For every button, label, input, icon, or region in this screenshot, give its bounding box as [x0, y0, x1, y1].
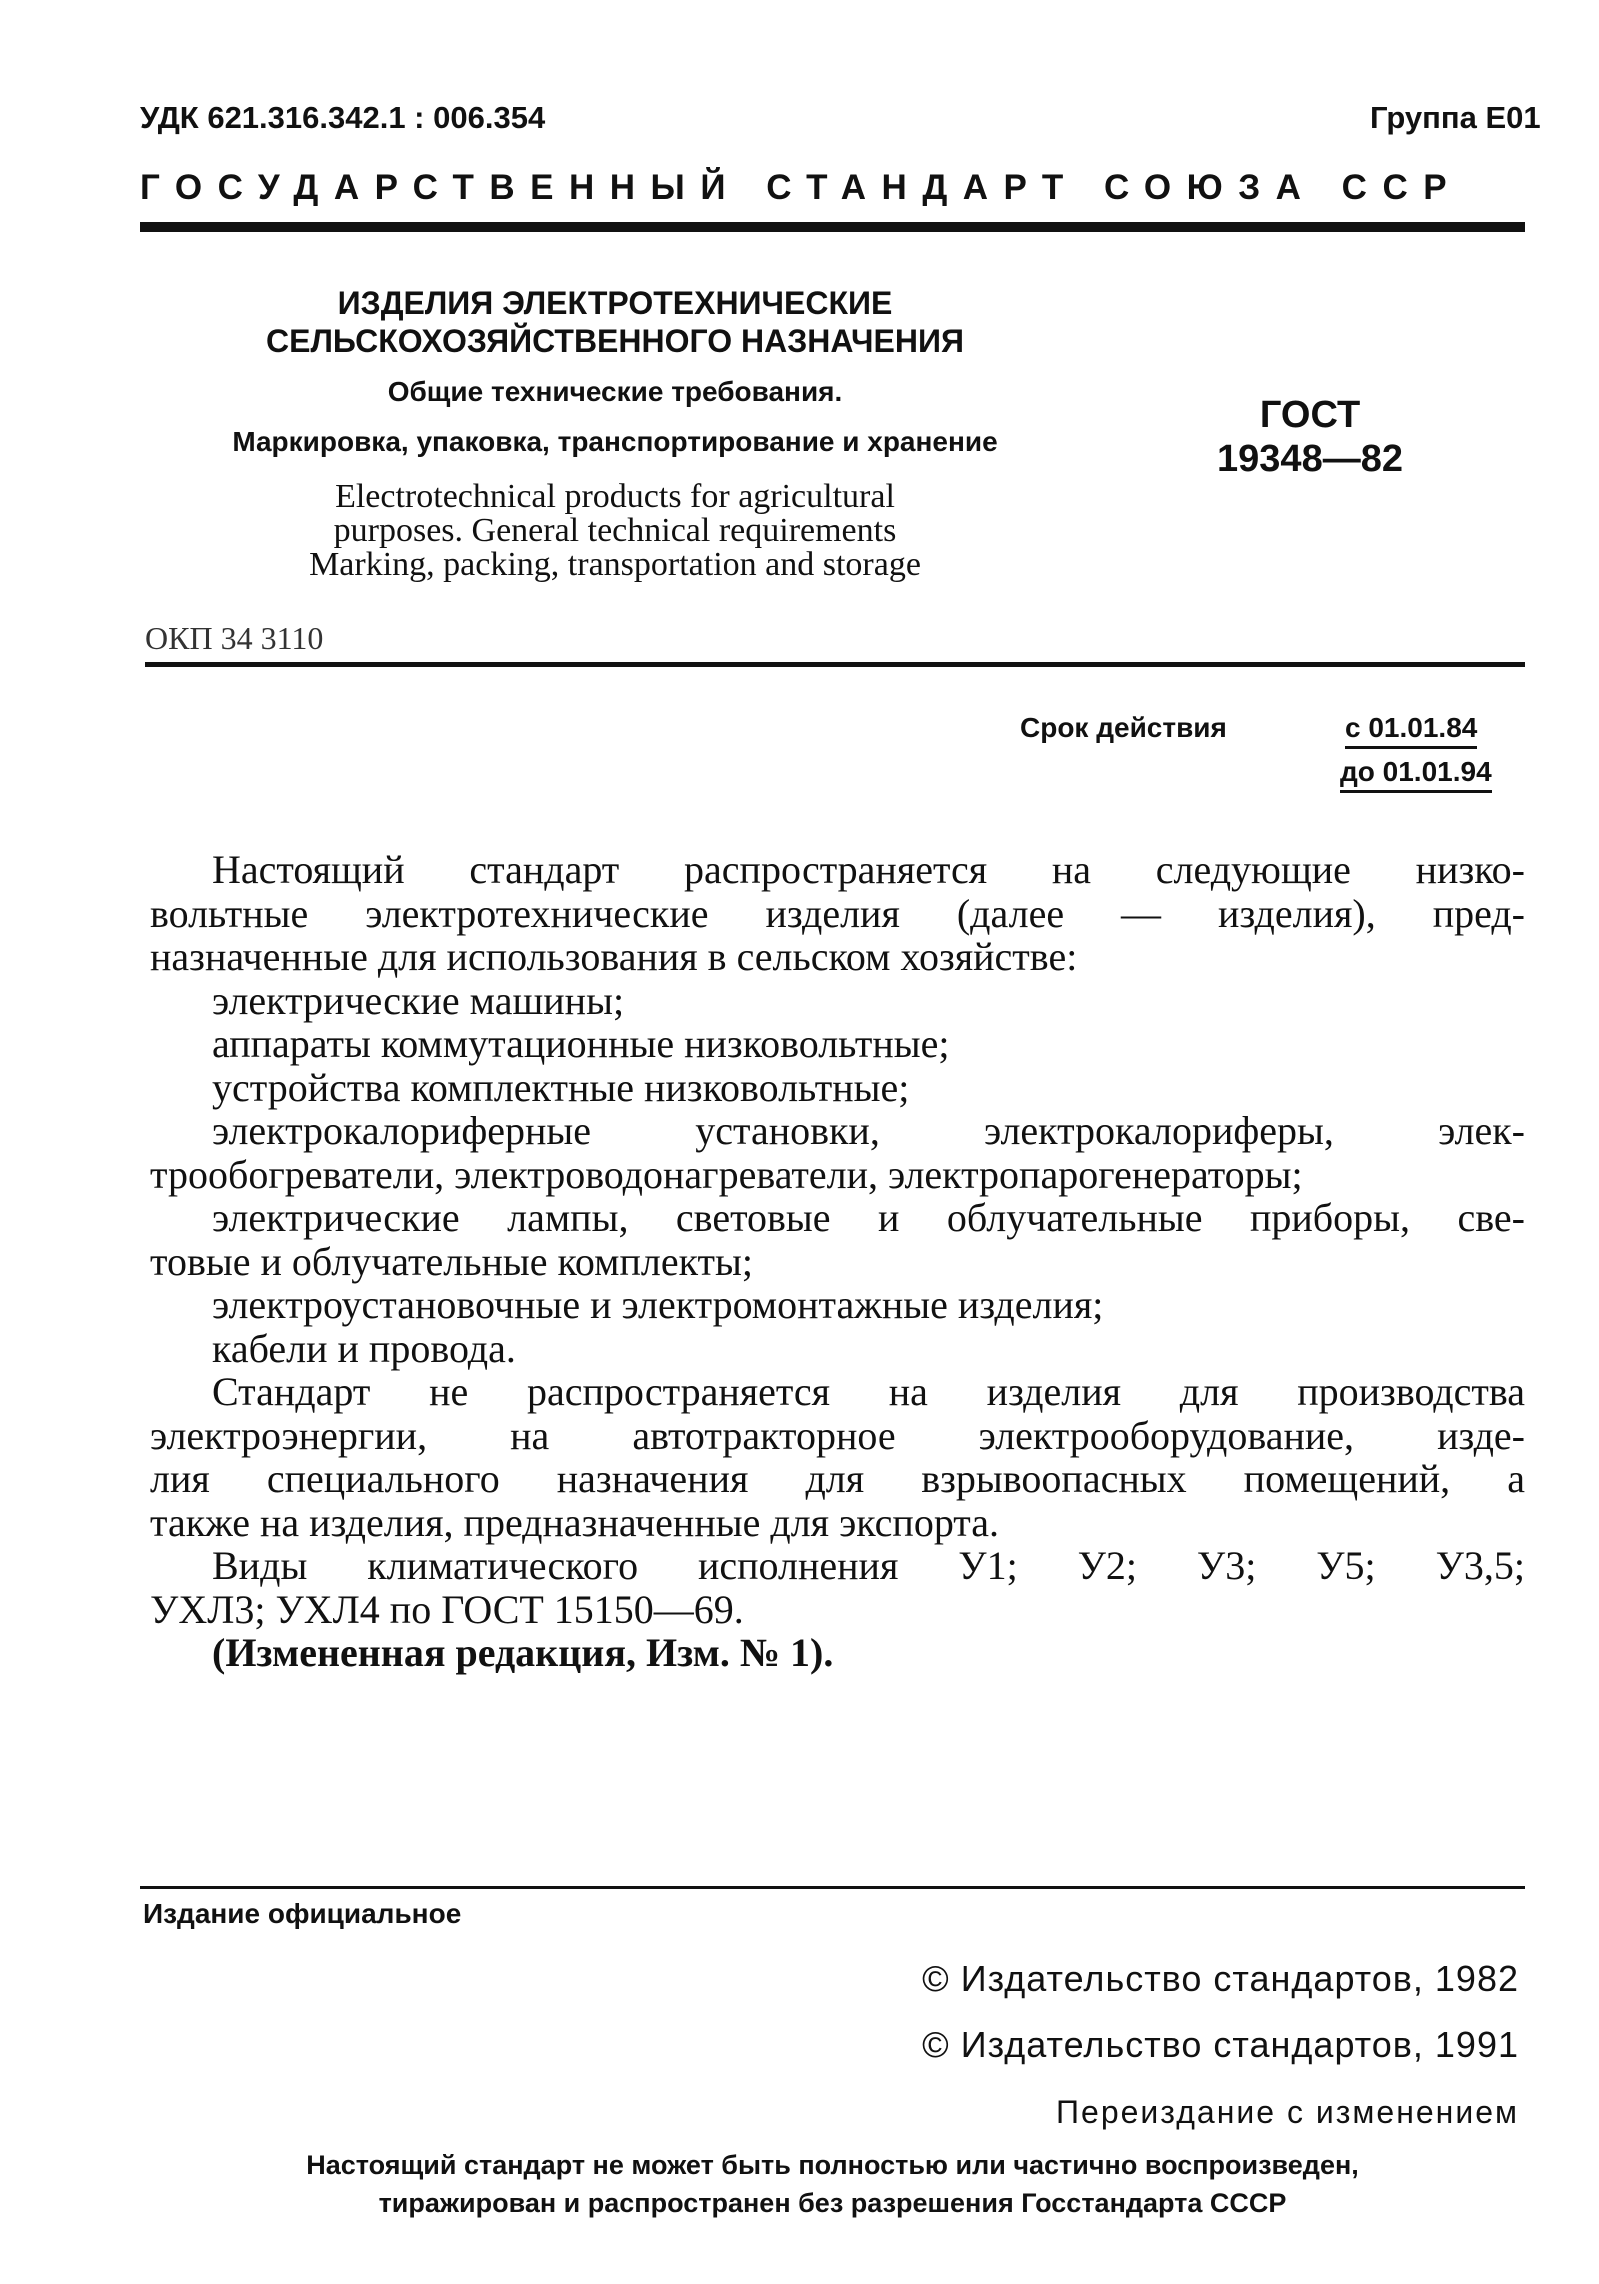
english-title-line-3: Marking, packing, transportation and storage: [309, 546, 921, 583]
english-title-line-1: Electrotechnical products for agricultural: [335, 478, 895, 515]
body-line: вольтные электротехнические изделия (далее — изделия), пред-: [150, 890, 1525, 936]
body-line: аппараты коммутационные низковольтные;: [212, 1021, 950, 1066]
official-edition-label: Издание официальное: [143, 1898, 462, 1929]
validity-to-date: до 01.01.94: [1340, 756, 1492, 793]
title-line-2: СЕЛЬСКОХОЗЯЙСТВЕННОГО НАЗНАЧЕНИЯ: [266, 323, 964, 359]
reissue-note: Переиздание с изменением: [1056, 2094, 1519, 2130]
state-standard-banner: ГОСУДАРСТВЕННЫЙ СТАНДАРТ СОЮЗА ССР: [140, 168, 1463, 207]
gost-label: ГОСТ: [1259, 394, 1361, 436]
body-line: лия специального назначения для взрывоопасных помещений, а: [150, 1456, 1525, 1501]
body-line: кабели и провода.: [212, 1325, 516, 1371]
udk-code: УДК 621.316.342.1 : 006.354: [140, 100, 546, 135]
copyright-1982: © Издательство стандартов, 1982: [922, 1958, 1519, 1999]
title-line-1: ИЗДЕЛИЯ ЭЛЕКТРОТЕХНИЧЕСКИЕ: [337, 285, 893, 321]
reproduction-notice: [140, 2146, 1525, 2222]
gost-number: 19348—82: [1217, 438, 1403, 480]
title-divider: [145, 662, 1525, 667]
body-line: УХЛ3; УХЛ4 по ГОСТ 15150—69.: [150, 1586, 744, 1632]
revision-note: (Измененная редакция, Изм. № 1).: [212, 1630, 834, 1675]
body-line: трообогреватели, электроводонагреватели, электропарогенераторы;: [150, 1151, 1303, 1197]
body-line: также на изделия, предназначенные для экспорта.: [150, 1499, 1000, 1545]
body-line: Виды климатического исполнения У1; У2; У3; У5; У3,5;: [212, 1543, 1525, 1588]
english-title-line-2: purposes. General technical requirements: [333, 512, 897, 549]
body-line: электрические машины;: [212, 977, 625, 1023]
validity-from-date: с 01.01.84: [1345, 712, 1477, 749]
body-line: назначенные для использования в сельском хозяйстве:: [150, 934, 1078, 979]
body-line: электрические лампы, световые и облучательные приборы, све-: [212, 1195, 1525, 1240]
validity-label: Срок действия: [1020, 712, 1227, 743]
body-line: устройства комплектные низковольтные;: [212, 1064, 910, 1110]
footer-divider: [140, 1886, 1525, 1889]
okp-code: ОКП 34 3110: [145, 620, 324, 656]
notice-line-2: тиражирован и распространен без разрешения Госстандарта СССР: [378, 2188, 1287, 2218]
subtitle-general-requirements: Общие технические требования.: [387, 376, 843, 407]
group-code: Группа Е01: [1370, 100, 1541, 135]
header-divider: [140, 222, 1525, 232]
gost-designation: [1180, 393, 1440, 481]
body-line: Настоящий стандарт распространяется на следующие низко-: [212, 847, 1525, 892]
body-line: электрокалориферные установки, электрокалориферы, элек-: [212, 1108, 1525, 1153]
body-line: товые и облучательные комплекты;: [150, 1238, 753, 1284]
body-line: Стандарт не распространяется на изделия для производства: [212, 1369, 1525, 1414]
body-line: электроустановочные и электромонтажные изделия;: [212, 1282, 1104, 1327]
body-text: [150, 848, 1525, 1675]
notice-line-1: Настоящий стандарт не может быть полностью или частично воспроизведен,: [306, 2150, 1359, 2180]
copyright-1991: © Издательство стандартов, 1991: [922, 2024, 1519, 2065]
document-title-block: [150, 284, 1080, 582]
subtitle-marking: Маркировка, упаковка, транспортирование и хранение: [232, 426, 998, 457]
body-line: электроэнергии, на автотракторное электрооборудование, изде-: [150, 1412, 1525, 1458]
